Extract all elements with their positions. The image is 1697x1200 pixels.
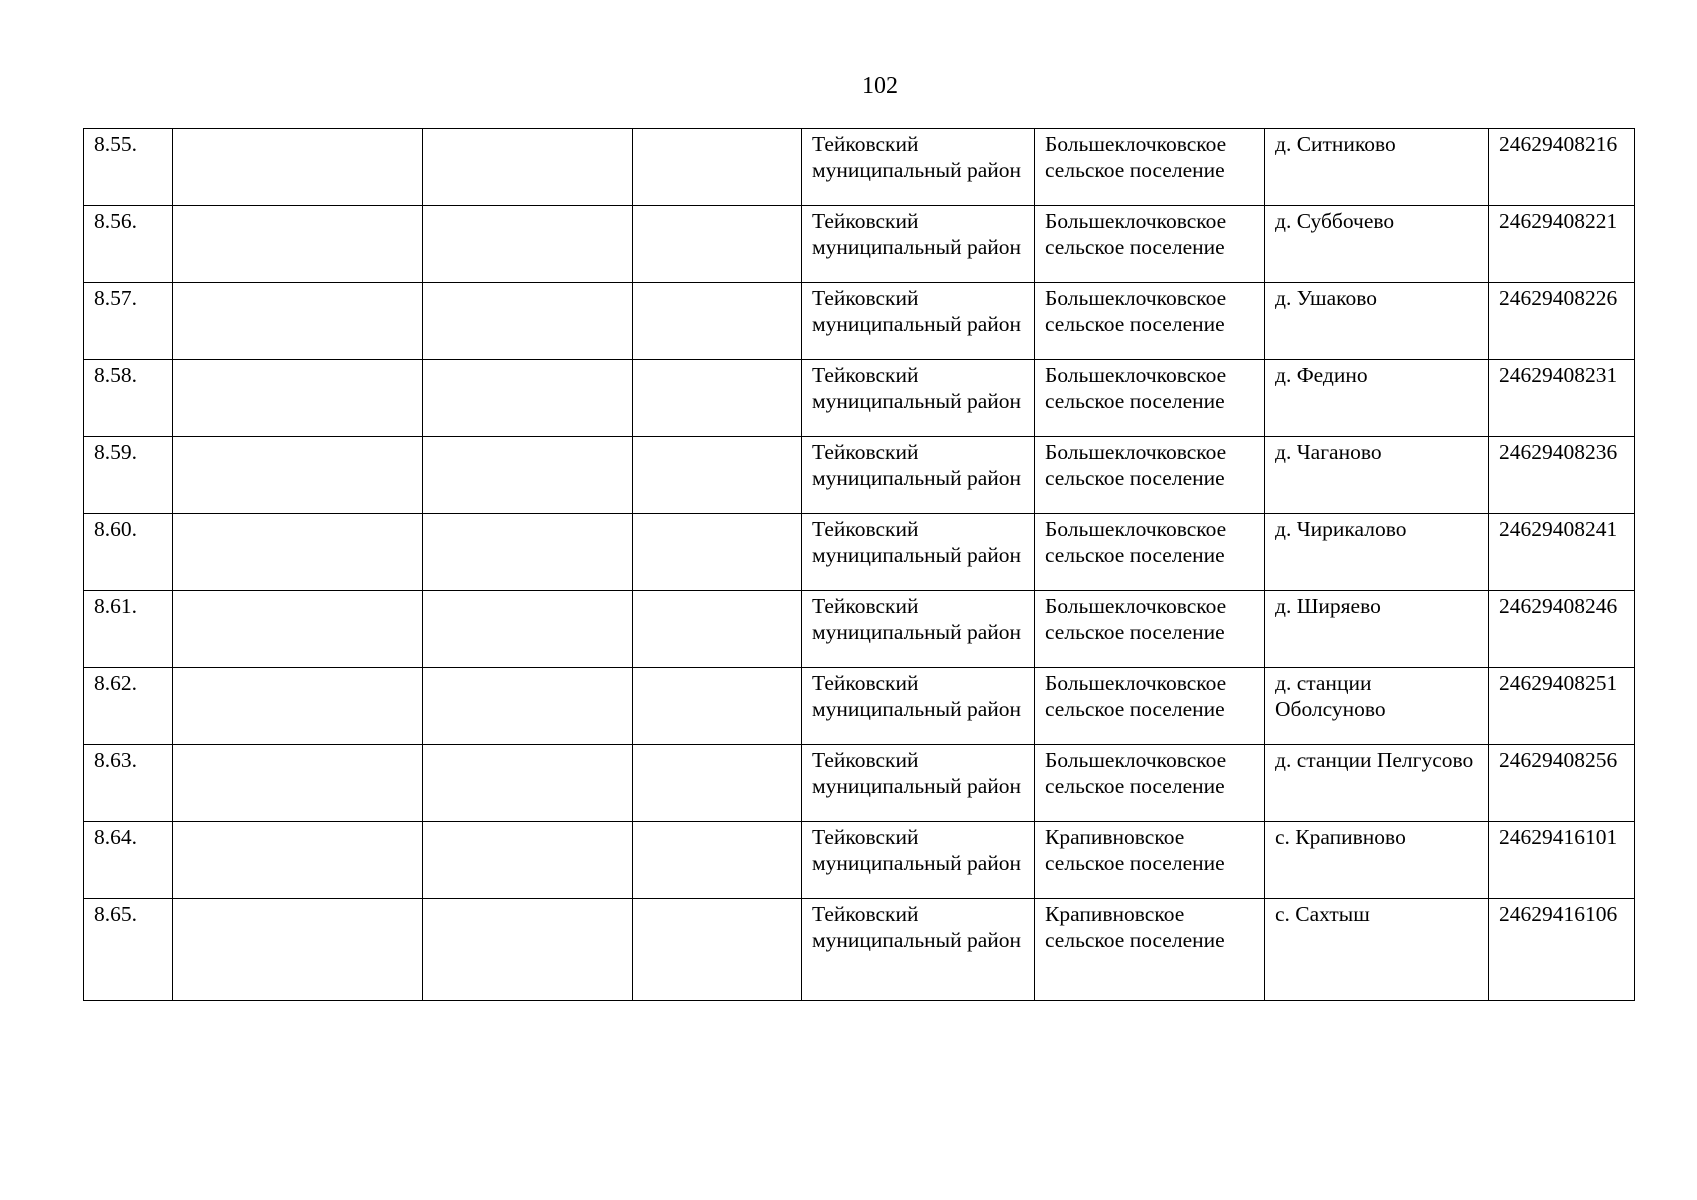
empty-cell-2	[173, 283, 423, 360]
table-row	[84, 206, 1635, 283]
empty-cell-3	[423, 822, 633, 899]
district-cell: Тейковский муниципальный район	[802, 822, 1035, 899]
district-cell: Тейковский муниципальный район	[802, 591, 1035, 668]
district-cell: Тейковский муниципальный район	[802, 437, 1035, 514]
row-number-cell: 8.60.	[84, 514, 173, 591]
table-row	[84, 437, 1635, 514]
empty-cell-3	[423, 899, 633, 1001]
settlement-cell: Большеклочковское сельское поселение	[1035, 129, 1265, 206]
table-body	[84, 129, 1635, 1001]
row-number-cell: 8.62.	[84, 668, 173, 745]
settlements-table	[83, 128, 1635, 1001]
locality-cell: д. Ушаково	[1265, 283, 1489, 360]
empty-cell-2	[173, 360, 423, 437]
district-cell: Тейковский муниципальный район	[802, 668, 1035, 745]
locality-cell: с. Крапивново	[1265, 822, 1489, 899]
settlement-cell: Крапивновское сельское поселение	[1035, 822, 1265, 899]
empty-cell-4	[633, 899, 802, 1001]
oktmo-code-cell: 24629408256	[1489, 745, 1635, 822]
empty-cell-4	[633, 206, 802, 283]
oktmo-code-cell: 24629408221	[1489, 206, 1635, 283]
settlement-cell: Большеклочковское сельское поселение	[1035, 668, 1265, 745]
district-cell: Тейковский муниципальный район	[802, 283, 1035, 360]
oktmo-code-cell: 24629408226	[1489, 283, 1635, 360]
oktmo-code-cell: 24629408251	[1489, 668, 1635, 745]
oktmo-code-cell: 24629408216	[1489, 129, 1635, 206]
empty-cell-3	[423, 514, 633, 591]
empty-cell-4	[633, 437, 802, 514]
empty-cell-4	[633, 129, 802, 206]
oktmo-code-cell: 24629416101	[1489, 822, 1635, 899]
empty-cell-3	[423, 283, 633, 360]
oktmo-code-cell: 24629408241	[1489, 514, 1635, 591]
district-cell: Тейковский муниципальный район	[802, 360, 1035, 437]
empty-cell-4	[633, 360, 802, 437]
settlement-cell: Большеклочковское сельское поселение	[1035, 514, 1265, 591]
table-row	[84, 668, 1635, 745]
table-row	[84, 822, 1635, 899]
locality-cell: д. станции Пелгусово	[1265, 745, 1489, 822]
empty-cell-3	[423, 129, 633, 206]
empty-cell-4	[633, 822, 802, 899]
settlement-cell: Большеклочковское сельское поселение	[1035, 206, 1265, 283]
row-number-cell: 8.64.	[84, 822, 173, 899]
settlement-cell: Крапивновское сельское поселение	[1035, 899, 1265, 1001]
row-number-cell: 8.59.	[84, 437, 173, 514]
row-number-cell: 8.56.	[84, 206, 173, 283]
empty-cell-2	[173, 129, 423, 206]
table-row	[84, 129, 1635, 206]
empty-cell-2	[173, 206, 423, 283]
locality-cell: д. Ситниково	[1265, 129, 1489, 206]
empty-cell-3	[423, 206, 633, 283]
locality-cell: д. Федино	[1265, 360, 1489, 437]
empty-cell-2	[173, 591, 423, 668]
empty-cell-2	[173, 899, 423, 1001]
empty-cell-4	[633, 591, 802, 668]
row-number-cell: 8.65.	[84, 899, 173, 1001]
district-cell: Тейковский муниципальный район	[802, 745, 1035, 822]
locality-cell: д. Чирикалово	[1265, 514, 1489, 591]
empty-cell-4	[633, 283, 802, 360]
settlement-cell: Большеклочковское сельское поселение	[1035, 591, 1265, 668]
table-row	[84, 899, 1635, 1001]
table-row	[84, 745, 1635, 822]
row-number-cell: 8.57.	[84, 283, 173, 360]
empty-cell-3	[423, 745, 633, 822]
empty-cell-2	[173, 822, 423, 899]
district-cell: Тейковский муниципальный район	[802, 514, 1035, 591]
settlement-cell: Большеклочковское сельское поселение	[1035, 745, 1265, 822]
row-number-cell: 8.63.	[84, 745, 173, 822]
oktmo-code-cell: 24629408236	[1489, 437, 1635, 514]
page-number: 102	[862, 73, 898, 99]
settlement-cell: Большеклочковское сельское поселение	[1035, 437, 1265, 514]
oktmo-code-cell: 24629408231	[1489, 360, 1635, 437]
empty-cell-3	[423, 437, 633, 514]
table-row	[84, 591, 1635, 668]
locality-cell: д. Суббочево	[1265, 206, 1489, 283]
empty-cell-4	[633, 745, 802, 822]
empty-cell-2	[173, 437, 423, 514]
locality-cell: д. Ширяево	[1265, 591, 1489, 668]
table-row	[84, 283, 1635, 360]
empty-cell-2	[173, 668, 423, 745]
table-row	[84, 514, 1635, 591]
empty-cell-3	[423, 668, 633, 745]
locality-cell: д. станции Оболсуново	[1265, 668, 1489, 745]
row-number-cell: 8.58.	[84, 360, 173, 437]
empty-cell-2	[173, 745, 423, 822]
empty-cell-2	[173, 514, 423, 591]
district-cell: Тейковский муниципальный район	[802, 899, 1035, 1001]
empty-cell-3	[423, 360, 633, 437]
settlement-cell: Большеклочковское сельское поселение	[1035, 283, 1265, 360]
row-number-cell: 8.55.	[84, 129, 173, 206]
oktmo-code-cell: 24629416106	[1489, 899, 1635, 1001]
locality-cell: д. Чаганово	[1265, 437, 1489, 514]
empty-cell-3	[423, 591, 633, 668]
locality-cell: с. Сахтыш	[1265, 899, 1489, 1001]
settlement-cell: Большеклочковское сельское поселение	[1035, 360, 1265, 437]
empty-cell-4	[633, 514, 802, 591]
empty-cell-4	[633, 668, 802, 745]
oktmo-code-cell: 24629408246	[1489, 591, 1635, 668]
district-cell: Тейковский муниципальный район	[802, 129, 1035, 206]
table-row	[84, 360, 1635, 437]
district-cell: Тейковский муниципальный район	[802, 206, 1035, 283]
row-number-cell: 8.61.	[84, 591, 173, 668]
